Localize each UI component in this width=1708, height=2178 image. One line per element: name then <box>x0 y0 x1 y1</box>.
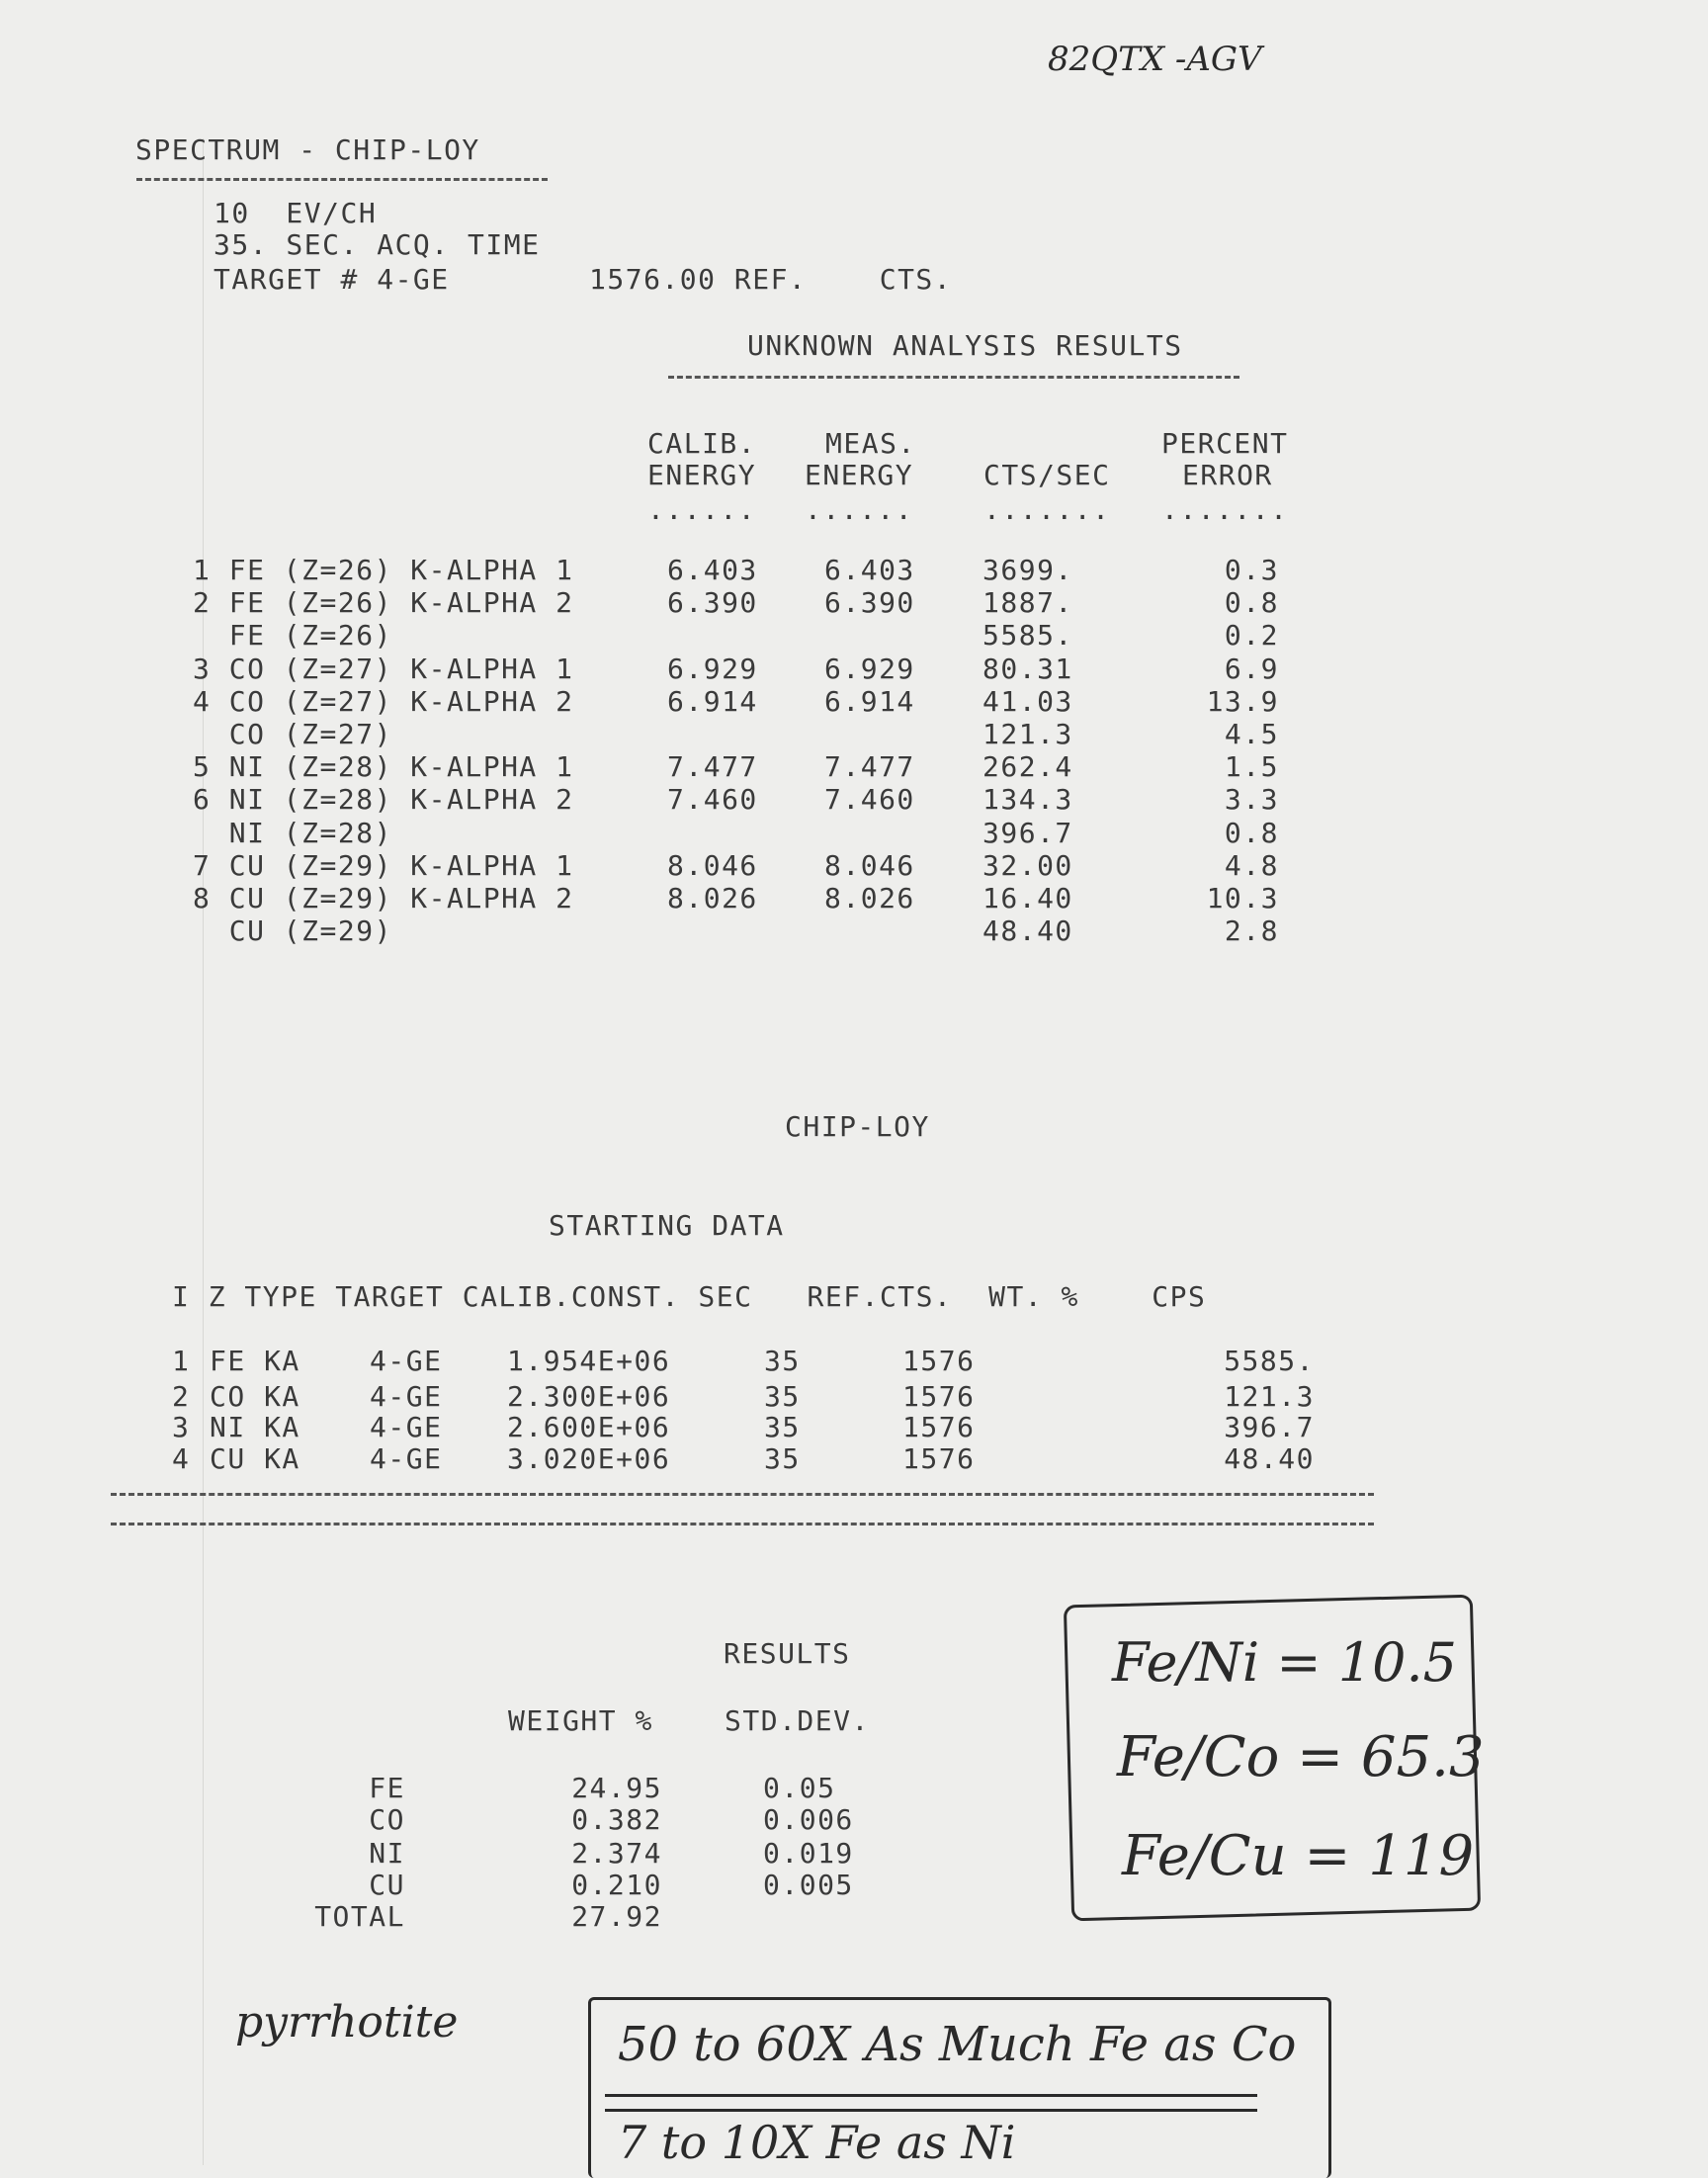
result-element: NI <box>369 1837 405 1870</box>
ratio-fe-cu: Fe/Cu = 119 <box>1122 1824 1475 1888</box>
row-index: 1 <box>172 1345 191 1377</box>
top-annotation: 82QTX -AGV <box>1048 40 1262 79</box>
row-ref-cts: 1576 <box>902 1442 976 1475</box>
result-weight: 2.374 <box>571 1837 662 1870</box>
row-sec: 35 <box>764 1345 801 1377</box>
results-header-weight: WEIGHT % <box>508 1704 653 1737</box>
note-divider <box>605 2094 1257 2097</box>
cts-per-sec: 5585. <box>982 619 1073 653</box>
cts-per-sec: 80.31 <box>982 652 1073 685</box>
row-index: 4 <box>172 1442 191 1475</box>
acquisition-time: 35. SEC. ACQ. TIME <box>214 228 541 261</box>
percent-error: 0.8 <box>1224 816 1279 849</box>
header-dots-calib: ...... <box>647 493 757 526</box>
pyrrhotite-note: pyrrhotite <box>235 1997 459 2047</box>
row-element: CU KA <box>210 1442 300 1475</box>
row-label: 3 CO (Z=27) K-ALPHA 1 <box>193 652 574 685</box>
percent-error: 3.3 <box>1224 783 1279 817</box>
header-calib-2: ENERGY <box>647 459 757 491</box>
result-element: CU <box>369 1869 405 1901</box>
row-calib-const: 2.300E+06 <box>507 1380 671 1413</box>
row-calib-const: 1.954E+06 <box>507 1345 671 1377</box>
row-element: CO KA <box>210 1380 300 1413</box>
meas-energy: 6.403 <box>824 554 915 586</box>
meas-energy: 6.929 <box>824 652 915 685</box>
percent-error: 4.5 <box>1224 718 1279 750</box>
header-dots-pct: ....... <box>1161 493 1289 526</box>
meas-energy: 6.914 <box>824 684 915 718</box>
row-sec: 35 <box>764 1442 801 1475</box>
result-element: TOTAL <box>314 1900 405 1933</box>
meas-energy: 6.390 <box>824 586 915 620</box>
spectrum-title: SPECTRUM - CHIP-LOY <box>135 133 480 166</box>
row-calib-const: 2.600E+06 <box>507 1411 671 1443</box>
calib-energy: 8.046 <box>667 848 758 882</box>
row-cps: 121.3 <box>1224 1380 1315 1413</box>
row-label: 4 CO (Z=27) K-ALPHA 2 <box>193 684 574 718</box>
row-label: NI (Z=28) <box>193 816 392 849</box>
row-label: 5 NI (Z=28) K-ALPHA 1 <box>193 750 574 784</box>
meas-energy: 7.460 <box>824 783 915 817</box>
target-line: TARGET # 4-GE <box>214 263 450 296</box>
cts-per-sec: 32.00 <box>982 848 1073 882</box>
cts-per-sec: 1887. <box>982 586 1073 620</box>
cts-per-sec: 41.03 <box>982 684 1073 718</box>
row-cps: 5585. <box>1224 1345 1315 1377</box>
cts-per-sec: 121.3 <box>982 718 1073 750</box>
result-element: FE <box>369 1772 405 1804</box>
percent-error: 0.2 <box>1224 619 1279 653</box>
result-weight: 27.92 <box>571 1900 662 1933</box>
row-label: 1 FE (Z=26) K-ALPHA 1 <box>193 554 574 586</box>
row-target: 4-GE <box>370 1411 443 1443</box>
starting-data-title: STARTING DATA <box>549 1209 785 1242</box>
row-label: CU (Z=29) <box>193 915 392 948</box>
row-target: 4-GE <box>370 1380 443 1413</box>
row-element: NI KA <box>210 1411 300 1443</box>
meas-energy: 8.046 <box>824 848 915 882</box>
calib-energy: 7.477 <box>667 750 758 784</box>
calib-energy: 7.460 <box>667 783 758 817</box>
percent-error: 2.8 <box>1224 915 1279 948</box>
percent-error: 10.3 <box>1206 882 1279 915</box>
result-weight: 0.382 <box>571 1803 662 1836</box>
row-label: CO (Z=27) <box>193 718 392 750</box>
separator-2 <box>111 1523 1374 1525</box>
header-meas-2: ENERGY <box>805 459 914 491</box>
row-cps: 48.40 <box>1224 1442 1315 1475</box>
percent-error: 0.8 <box>1224 586 1279 620</box>
row-label: 8 CU (Z=29) K-ALPHA 2 <box>193 882 574 915</box>
result-std-dev: 0.019 <box>763 1837 854 1870</box>
header-calib-1: CALIB. <box>647 427 757 460</box>
results-header-std: STD.DEV. <box>725 1704 870 1737</box>
header-error: ERROR <box>1182 459 1273 491</box>
calib-energy: 6.929 <box>667 652 758 685</box>
unknown-analysis-underline <box>668 376 1239 379</box>
header-percent: PERCENT <box>1161 427 1289 460</box>
note-divider-2 <box>605 2109 1257 2112</box>
ratio-fe-ni: Fe/Ni = 10.5 <box>1112 1631 1457 1694</box>
cts-per-sec: 134.3 <box>982 783 1073 817</box>
starting-data-headers: I Z TYPE TARGET CALIB.CONST. SEC REF.CTS. WT. % CPS <box>172 1280 1207 1313</box>
percent-error: 4.8 <box>1224 848 1279 882</box>
row-label: 7 CU (Z=29) K-ALPHA 1 <box>193 848 574 882</box>
percent-error: 6.9 <box>1224 652 1279 685</box>
ev-per-channel: 10 EV/CH <box>214 197 378 229</box>
cts-per-sec: 3699. <box>982 554 1073 586</box>
cts-per-sec: 48.40 <box>982 915 1073 948</box>
chip-loy-title: CHIP-LOY <box>785 1110 930 1143</box>
row-index: 2 <box>172 1380 191 1413</box>
percent-error: 13.9 <box>1206 684 1279 718</box>
note-fe-co: 50 to 60X As Much Fe as Co <box>618 2017 1297 2072</box>
row-cps: 396.7 <box>1224 1411 1315 1443</box>
meas-energy: 8.026 <box>824 882 915 915</box>
cts-per-sec: 262.4 <box>982 750 1073 784</box>
row-ref-cts: 1576 <box>902 1345 976 1377</box>
row-calib-const: 3.020E+06 <box>507 1442 671 1475</box>
header-cts-sec: CTS/SEC <box>983 459 1111 491</box>
row-element: FE KA <box>210 1345 300 1377</box>
result-std-dev: 0.05 <box>763 1772 836 1804</box>
title-underline <box>136 178 548 181</box>
percent-error: 1.5 <box>1224 750 1279 784</box>
separator-1 <box>111 1493 1374 1496</box>
row-sec: 35 <box>764 1380 801 1413</box>
row-label: FE (Z=26) <box>193 619 392 653</box>
row-target: 4-GE <box>370 1345 443 1377</box>
ratio-fe-co: Fe/Co = 65.3 <box>1117 1725 1485 1789</box>
result-weight: 0.210 <box>571 1869 662 1901</box>
result-std-dev: 0.005 <box>763 1869 854 1901</box>
row-label: 2 FE (Z=26) K-ALPHA 2 <box>193 586 574 620</box>
header-dots-meas: ...... <box>805 493 914 526</box>
calib-energy: 6.390 <box>667 586 758 620</box>
row-sec: 35 <box>764 1411 801 1443</box>
percent-error: 0.3 <box>1224 554 1279 586</box>
cts-per-sec: 396.7 <box>982 816 1073 849</box>
reference-counts: 1576.00 REF. CTS. <box>589 263 953 296</box>
unknown-analysis-title: UNKNOWN ANALYSIS RESULTS <box>747 329 1183 362</box>
result-weight: 24.95 <box>571 1772 662 1804</box>
results-title: RESULTS <box>724 1637 851 1670</box>
calib-energy: 6.403 <box>667 554 758 586</box>
row-label: 6 NI (Z=28) K-ALPHA 2 <box>193 783 574 817</box>
header-dots-cts: ....... <box>983 493 1111 526</box>
result-element: CO <box>369 1803 405 1836</box>
row-index: 3 <box>172 1411 191 1443</box>
result-std-dev: 0.006 <box>763 1803 854 1836</box>
meas-energy: 7.477 <box>824 750 915 784</box>
page-fold-line <box>203 138 204 2165</box>
header-meas-1: MEAS. <box>825 427 916 460</box>
row-ref-cts: 1576 <box>902 1380 976 1413</box>
calib-energy: 8.026 <box>667 882 758 915</box>
calib-energy: 6.914 <box>667 684 758 718</box>
note-fe-ni: 7 to 10X Fe as Ni <box>618 2116 1016 2169</box>
row-target: 4-GE <box>370 1442 443 1475</box>
row-ref-cts: 1576 <box>902 1411 976 1443</box>
cts-per-sec: 16.40 <box>982 882 1073 915</box>
